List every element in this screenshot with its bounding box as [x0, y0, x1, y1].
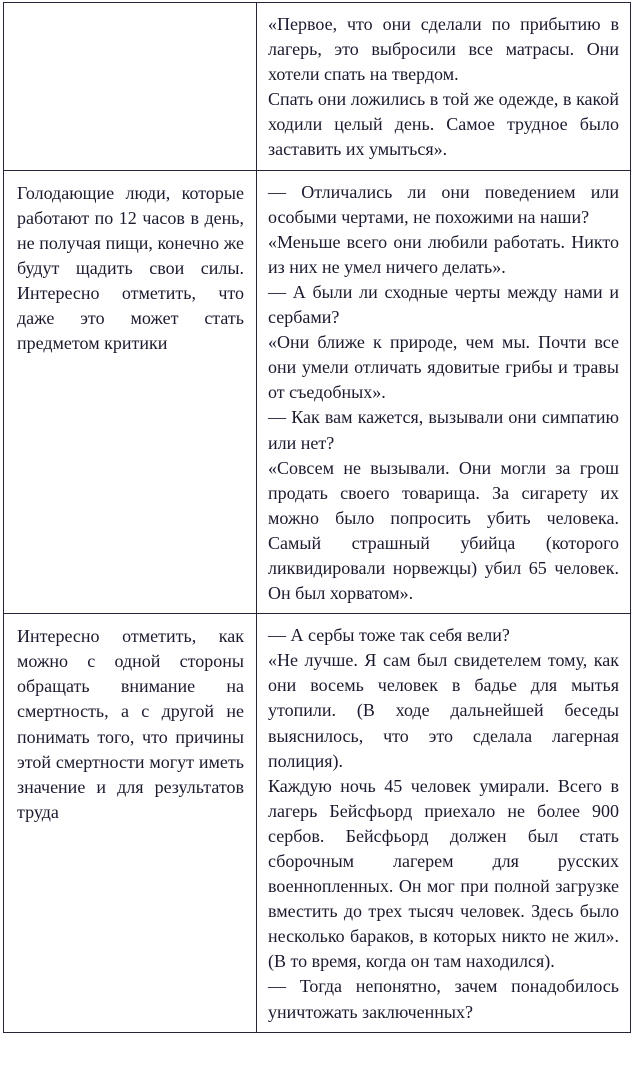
interview-table — [3, 2, 631, 1033]
table-row — [4, 614, 631, 1033]
transcript-paragraph: Спать они ложились в той же одежде, в какой ходили целый день. Самое трудное было заставить их умыться». — [268, 89, 619, 160]
table-row — [4, 170, 631, 614]
commentary-cell — [4, 614, 257, 1033]
transcript-text — [257, 3, 630, 170]
commentary-paragraph: Голодающие люди, которые работают по 12 часов в день, не получая пищи, конечно же будут щадить свои силы. Интересно отметить, что даже это может стать предметом критики — [17, 182, 244, 354]
transcript-cell — [257, 3, 631, 171]
transcript-paragraph: «Первое, что они сделали по прибытию в лагерь, это выбросили все матрасы. Они хотели спать на твердом. — [268, 14, 619, 85]
commentary-text — [4, 171, 256, 365]
transcript-answer: «Они ближе к природе, чем мы. Почти все они умели отличать ядовитые грибы и травы от съедобных». — [268, 332, 619, 403]
table-body — [4, 3, 631, 1033]
transcript-question: — Тогда непонятно, зачем понадобилось уничтожать заключенных? — [268, 976, 619, 1022]
transcript-question: — А были ли сходные черты между нами и сербами? — [268, 281, 619, 328]
transcript-answer: «Не лучше. Я сам был свидетелем тому, как они восемь человек в бадье для мытья утопили. (В ходе дальнейшей беседы выяснилось, что это сделала лагерная полиция). — [268, 650, 619, 771]
transcript-answer: «Меньше всего они любили работать. Никто из них не умел ничего делать». — [268, 231, 619, 277]
transcript-question: — Как вам кажется, вызывали они симпатию или нет? — [268, 407, 619, 453]
commentary-cell — [4, 3, 257, 171]
transcript-question: — Отличались ли они поведением или особыми чертами, не похожими на наши? — [268, 181, 619, 227]
transcript-cell — [257, 170, 631, 614]
transcript-text — [257, 171, 630, 614]
commentary-text — [4, 614, 256, 833]
transcript-text — [257, 614, 630, 1032]
transcript-answer: «Совсем не вызывали. Они могли за грош продать своего товарища. За сигарету их можно было попросить убить человека. Самый страшный убийца (которого ликвидировали норвежцы) убил 65 человек. Он был хорватом». — [268, 457, 619, 604]
transcript-question: — А сербы тоже так себя вели? — [268, 625, 510, 646]
transcript-cell — [257, 614, 631, 1033]
commentary-cell — [4, 170, 257, 614]
commentary-paragraph: Интересно отметить, как можно с одной стороны обращать внимание на смертность, а с другой не понимать того, что причины этой смертности могут иметь значение и для результатов труда — [17, 626, 244, 822]
transcript-answer: Каждую ночь 45 человек умирали. Всего в лагерь Бейсфьорд приехало не более 900 сербов. Бейсфьорд должен был стать сборочным лагерем для русских военнопленных. Он мог при полной загрузке вместить до трех тысяч человек. Здесь было несколько бараков, в которых никто не жил». (В то время, когда он там находился). — [268, 775, 619, 972]
commentary-text — [4, 3, 256, 166]
table-row — [4, 3, 631, 171]
